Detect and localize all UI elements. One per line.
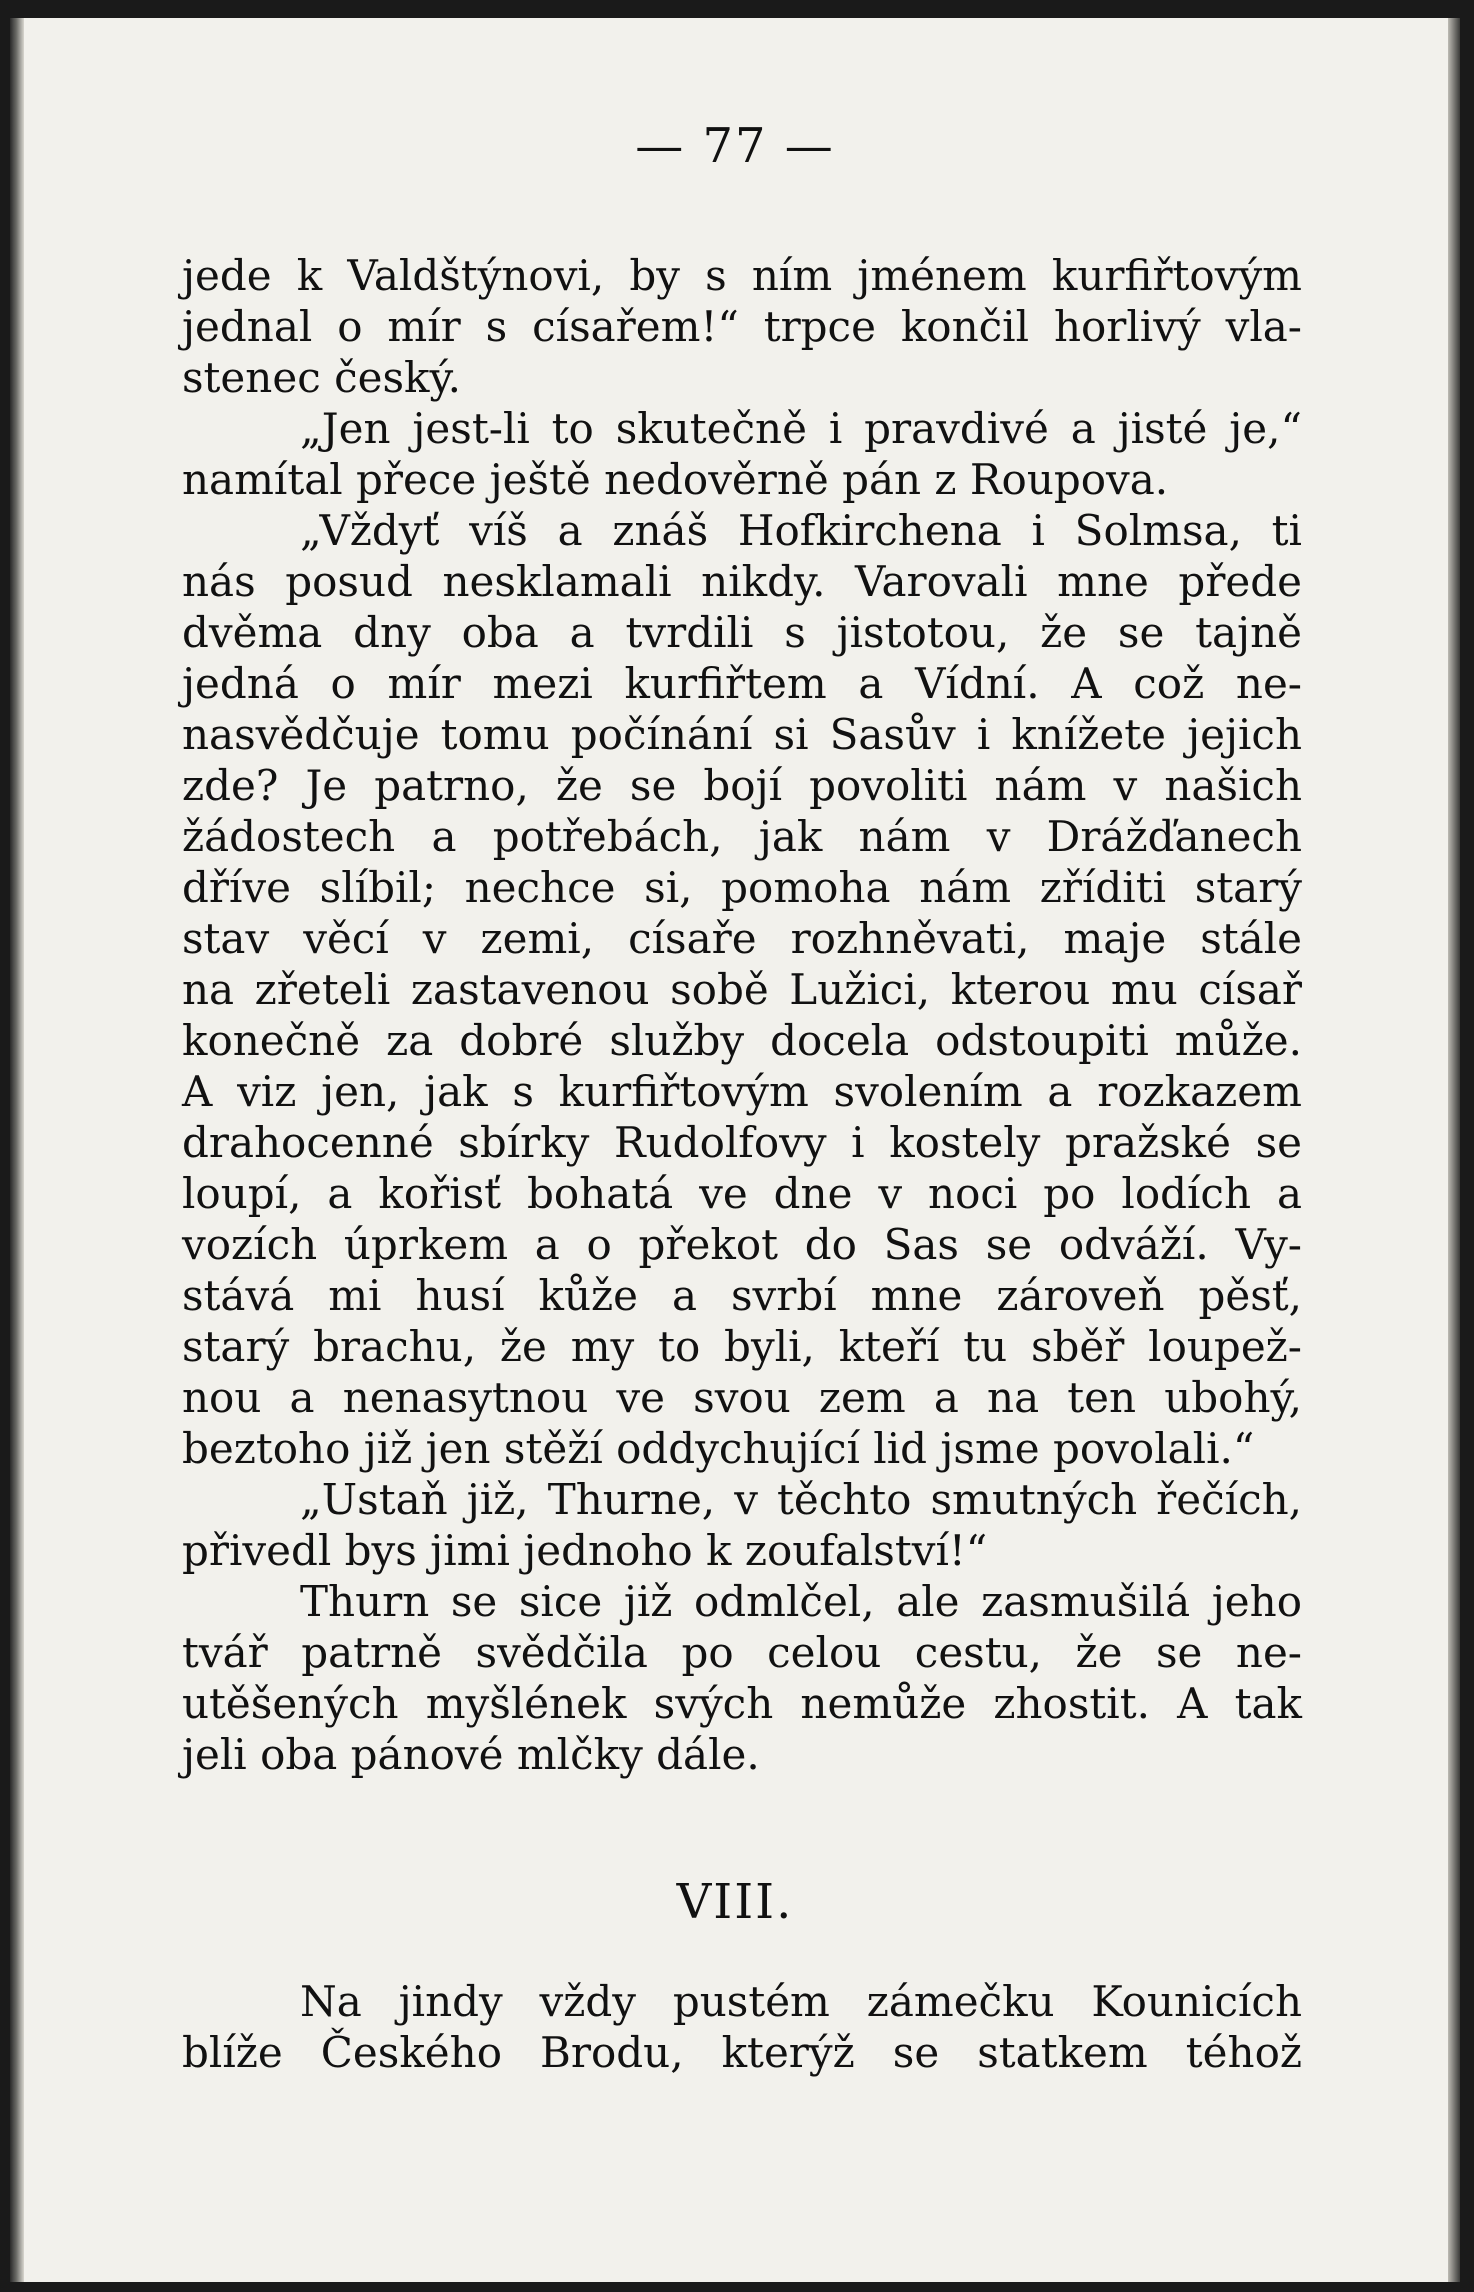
text-line: jednal o mír s císařem!“ trpce končil horlivý vla-	[182, 302, 1302, 351]
text-line: stav věcí v zemi, císaře rozhněvati, maje stále	[182, 914, 1302, 963]
text-line: žádostech a potřebách, jak nám v Drážďanech	[182, 812, 1302, 861]
text-line: Na jindy vždy pustém zámečku Kounicích	[300, 1977, 1302, 2026]
text-line: na zřeteli zastavenou sobě Lužici, kterou mu císař	[182, 965, 1302, 1014]
text-line: namítal přece ještě nedověrně pán z Roupova.	[182, 455, 1169, 504]
text-line: utěšených myšlének svých nemůže zhostit. A tak	[182, 1679, 1302, 1728]
text-line: A viz jen, jak s kurfiřtovým svolením a rozkazem	[182, 1067, 1302, 1116]
text-line: zde? Je patrno, že se bojí povoliti nám v našich	[182, 761, 1302, 810]
text-line: beztoho již jen stěží oddychující lid jsme povolali.“	[182, 1424, 1255, 1473]
text-line: stává mi husí kůže a svrbí mne zároveň pěsť,	[182, 1271, 1302, 1320]
body-text	[182, 250, 1302, 1780]
text-line: Thurn se sice již odmlčel, ale zasmušilá jeho	[300, 1577, 1302, 1626]
text-line: jeli oba pánové mlčky dále.	[182, 1730, 760, 1779]
page-left-edge	[10, 18, 24, 2282]
text-line: blíže Českého Brodu, kterýž se statkem téhož	[182, 2028, 1302, 2077]
text-line: loupí, a kořisť bohatá ve dne v noci po lodích a	[182, 1169, 1302, 1218]
text-line: „Vždyť víš a znáš Hofkirchena i Solmsa, ti	[300, 506, 1302, 555]
page-right-edge	[1448, 18, 1460, 2282]
text-line: dvěma dny oba a tvrdili s jistotou, že se tajně	[182, 608, 1302, 657]
text-line: „Jen jest-li to skutečně i pravdivé a jisté je,“	[300, 404, 1302, 453]
text-line: jedná o mír mezi kurfiřtem a Vídní. A což ne-	[182, 659, 1302, 708]
chapter-heading: VIII.	[676, 1874, 794, 1930]
text-line: jede k Valdštýnovi, by s ním jménem kurfiřtovým	[182, 251, 1302, 300]
text-line: dříve slíbil; nechce si, pomoha nám zříditi starý	[182, 863, 1302, 912]
book-page	[10, 18, 1460, 2282]
text-line: starý brachu, že my to byli, kteří tu sběř loupež-	[182, 1322, 1302, 1371]
text-line: konečně za dobré služby docela odstoupiti může.	[182, 1016, 1302, 1065]
page-number: — 77 —	[635, 118, 835, 174]
text-line: nasvědčuje tomu počínání si Sasův i knížete jejich	[182, 710, 1302, 759]
text-line: přivedl bys jimi jednoho k zoufalství!“	[182, 1526, 988, 1575]
text-line: „Ustaň již, Thurne, v těchto smutných řečích,	[300, 1475, 1302, 1524]
text-line: tvář patrně svědčila po celou cestu, že se ne-	[182, 1628, 1302, 1677]
chapter-text	[182, 1976, 1302, 2078]
text-line: stenec český.	[182, 353, 461, 402]
text-line: nás posud nesklamali nikdy. Varovali mne přede	[182, 557, 1302, 606]
text-line: nou a nenasytnou ve svou zem a na ten ubohý,	[182, 1373, 1302, 1422]
text-line: vozích úprkem a o překot do Sas se odváží. Vy-	[182, 1220, 1302, 1269]
text-line: drahocenné sbírky Rudolfovy i kostely pražské se	[182, 1118, 1302, 1167]
